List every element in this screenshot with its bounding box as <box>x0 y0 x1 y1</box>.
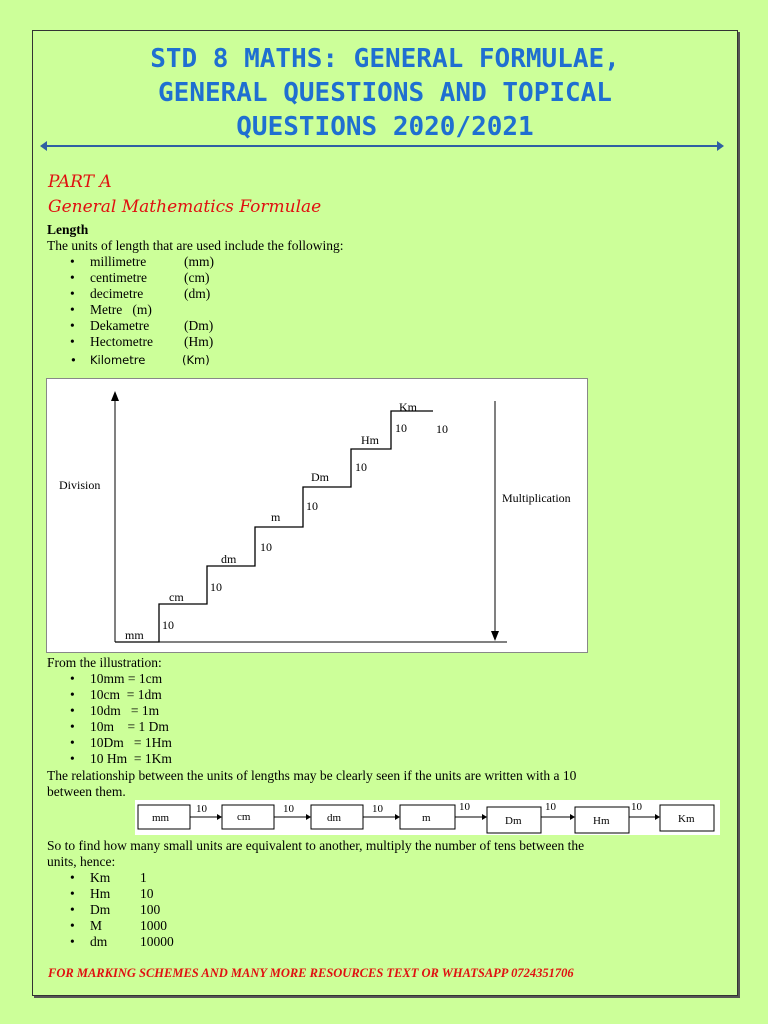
flow-unit-cm: cm <box>237 811 251 823</box>
flow-unit-Km: Km <box>678 813 695 825</box>
list-item: • 10dm = 1m <box>60 703 172 719</box>
list-item: • Km 1 <box>60 870 110 886</box>
multiply-text-2: units, hence: <box>47 854 116 869</box>
step-factor: 10 <box>210 580 222 594</box>
step-label-Hm: Hm <box>361 433 379 447</box>
step-label-cm: cm <box>169 590 184 604</box>
title-line-3: QUESTIONS 2020/2021 <box>236 112 534 142</box>
title-divider <box>46 145 718 147</box>
staircase-svg <box>47 379 587 652</box>
illustration-intro: From the illustration: <box>47 655 162 670</box>
flow-unit-mm: mm <box>152 812 170 824</box>
list-item: • Hectometre (Hm) <box>60 334 153 350</box>
part-label: PART A <box>48 172 112 192</box>
list-item: • 10cm = 1dm <box>60 687 172 703</box>
list-item: • Dekametre (Dm) <box>60 318 153 334</box>
list-item: • Metre (m) <box>60 302 153 318</box>
list-item: • Kilometre (Km) <box>60 352 153 368</box>
unit-flow-svg <box>135 800 720 835</box>
units-intro: The units of length that are used include the following: <box>47 238 344 253</box>
list-item: • 10Dm = 1Hm <box>60 735 172 751</box>
relationship-text-2: between them. <box>47 784 126 799</box>
division-label: Division <box>59 478 101 492</box>
step-factor: 10 <box>306 499 318 513</box>
flow-factor: 10 <box>372 803 383 815</box>
section-heading: Length <box>47 222 89 237</box>
list-item: • Dm 100 <box>60 902 110 918</box>
step-label-m: m <box>271 510 281 524</box>
step-label-Dm: Dm <box>311 470 329 484</box>
step-label-dm: dm <box>221 552 237 566</box>
flow-factor: 10 <box>196 803 207 815</box>
list-item: • dm 10000 <box>60 934 110 950</box>
flow-unit-m: m <box>422 812 431 824</box>
part-title: General Mathematics Formulae <box>48 197 322 217</box>
step-factor: 10 <box>162 618 174 632</box>
unit-flow-diagram <box>135 800 720 835</box>
list-item: • 10mm = 1cm <box>60 671 172 687</box>
step-label-mm: mm <box>125 628 144 642</box>
flow-unit-Hm: Hm <box>593 815 610 827</box>
page-title <box>40 42 730 144</box>
multiply-text-1: So to find how many small units are equivalent to another, multiply the number of tens between the <box>47 838 585 853</box>
list-item: • 10 Hm = 1Km <box>60 751 172 767</box>
step-factor: 10 <box>436 422 448 436</box>
flow-factor: 10 <box>459 801 470 813</box>
step-label-Km: Km <box>399 400 417 414</box>
step-factor: 10 <box>355 460 367 474</box>
flow-factor: 10 <box>631 801 642 813</box>
flow-unit-Dm: Dm <box>505 815 522 827</box>
staircase-diagram <box>46 378 588 653</box>
title-line-1: STD 8 MATHS: GENERAL FORMULAE, <box>150 44 620 74</box>
step-factor: 10 <box>260 540 272 554</box>
relationship-text-1: The relationship between the units of lengths may be clearly seen if the units are written with a 10 <box>47 768 577 783</box>
list-item: • decimetre (dm) <box>60 286 153 302</box>
flow-unit-dm: dm <box>327 812 342 824</box>
flow-factor: 10 <box>545 801 556 813</box>
flow-factor: 10 <box>283 803 294 815</box>
title-line-2: GENERAL QUESTIONS AND TOPICAL <box>158 78 612 108</box>
list-item: • millimetre (mm) <box>60 254 153 270</box>
list-item: • 10m = 1 Dm <box>60 719 172 735</box>
tens-list <box>60 870 174 950</box>
list-item: • Hm 10 <box>60 886 110 902</box>
units-list <box>60 254 214 367</box>
list-item: • M 1000 <box>60 918 110 934</box>
equivalence-list <box>60 671 172 767</box>
list-item: • centimetre (cm) <box>60 270 153 286</box>
multiplication-label: Multiplication <box>502 491 571 505</box>
step-factor: 10 <box>395 421 407 435</box>
footer-note: FOR MARKING SCHEMES AND MANY MORE RESOURCES TEXT OR WHATSAPP 0724351706 <box>48 966 574 980</box>
